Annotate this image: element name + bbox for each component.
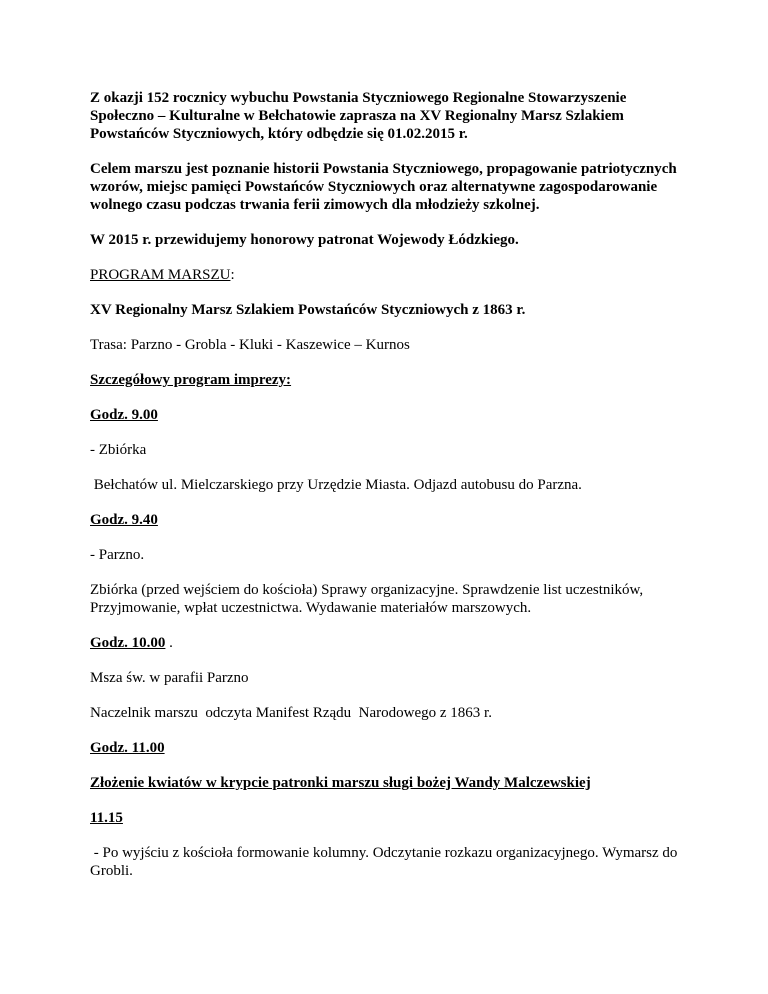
- aim-paragraph: Celem marszu jest poznanie historii Powstania Styczniowego, propagowanie patriotycznych wzorów, miejsc pamięci Powstańców Styczniowych oraz alternatywne zagospodarowanie wolnego czasu podczas trwania ferii zimowych dla młodzieży szkolnej.: [90, 161, 681, 213]
- schedule-place-0900: - Zbiórka: [90, 442, 147, 458]
- schedule-time-1000-line: [90, 634, 690, 652]
- schedule-time-1000-suffix: .: [165, 635, 173, 651]
- schedule-desc-1000-mass: Msza św. w parafii Parzno: [90, 670, 249, 686]
- program-heading: PROGRAM MARSZU: [90, 267, 231, 283]
- schedule-desc-0900: Bełchatów ul. Mielczarskiego przy Urzędzie Miasta. Odjazd autobusu do Parzna.: [90, 477, 582, 493]
- detailed-program-heading: Szczegółowy program imprezy:: [90, 372, 292, 388]
- schedule-time-0940: Godz. 9.40: [90, 512, 158, 528]
- schedule-time-1100: Godz. 11.00: [90, 740, 165, 756]
- document-page: [90, 89, 690, 897]
- schedule-desc-0940: Zbiórka (przed wejściem do kościoła) Sprawy organizacyjne. Sprawdzenie list uczestników, Przyjmowanie, wpłat uczestnictwa. Wydawanie materiałów marszowych.: [90, 582, 647, 616]
- schedule-desc-1000-manifest: Naczelnik marszu odczyta Manifest Rządu Narodowego z 1863 r.: [90, 705, 492, 721]
- route-line: Trasa: Parzno - Grobla - Kluki - Kaszewice – Kurnos: [90, 337, 410, 353]
- march-title: XV Regionalny Marsz Szlakiem Powstańców Styczniowych z 1863 r.: [90, 302, 526, 318]
- intro-paragraph: Z okazji 152 rocznicy wybuchu Powstania Styczniowego Regionalne Stowarzyszenie Społeczno – Kulturalne w Bełchatowie zaprasza na XV Regionalny Marsz Szlakiem Powstańców Styczniowych, który odbędzie się 01.02.2015 r.: [90, 90, 631, 142]
- patronage-paragraph: W 2015 r. przewidujemy honorowy patronat Wojewody Łódzkiego.: [90, 232, 519, 248]
- schedule-time-1115: 11.15: [90, 810, 123, 826]
- schedule-desc-1115: - Po wyjściu z kościoła formowanie kolumny. Odczytanie rozkazu organizacyjnego. Wymarsz do Grobli.: [90, 845, 682, 879]
- schedule-time-0900: Godz. 9.00: [90, 407, 158, 423]
- schedule-time-1000: Godz. 10.00: [90, 635, 166, 651]
- program-heading-line: [90, 266, 690, 284]
- program-heading-colon: :: [230, 267, 235, 283]
- schedule-place-0940: - Parzno.: [90, 547, 145, 563]
- schedule-desc-1100: Złożenie kwiatów w krypcie patronki marszu sługi bożej Wandy Malczewskiej: [90, 775, 591, 791]
